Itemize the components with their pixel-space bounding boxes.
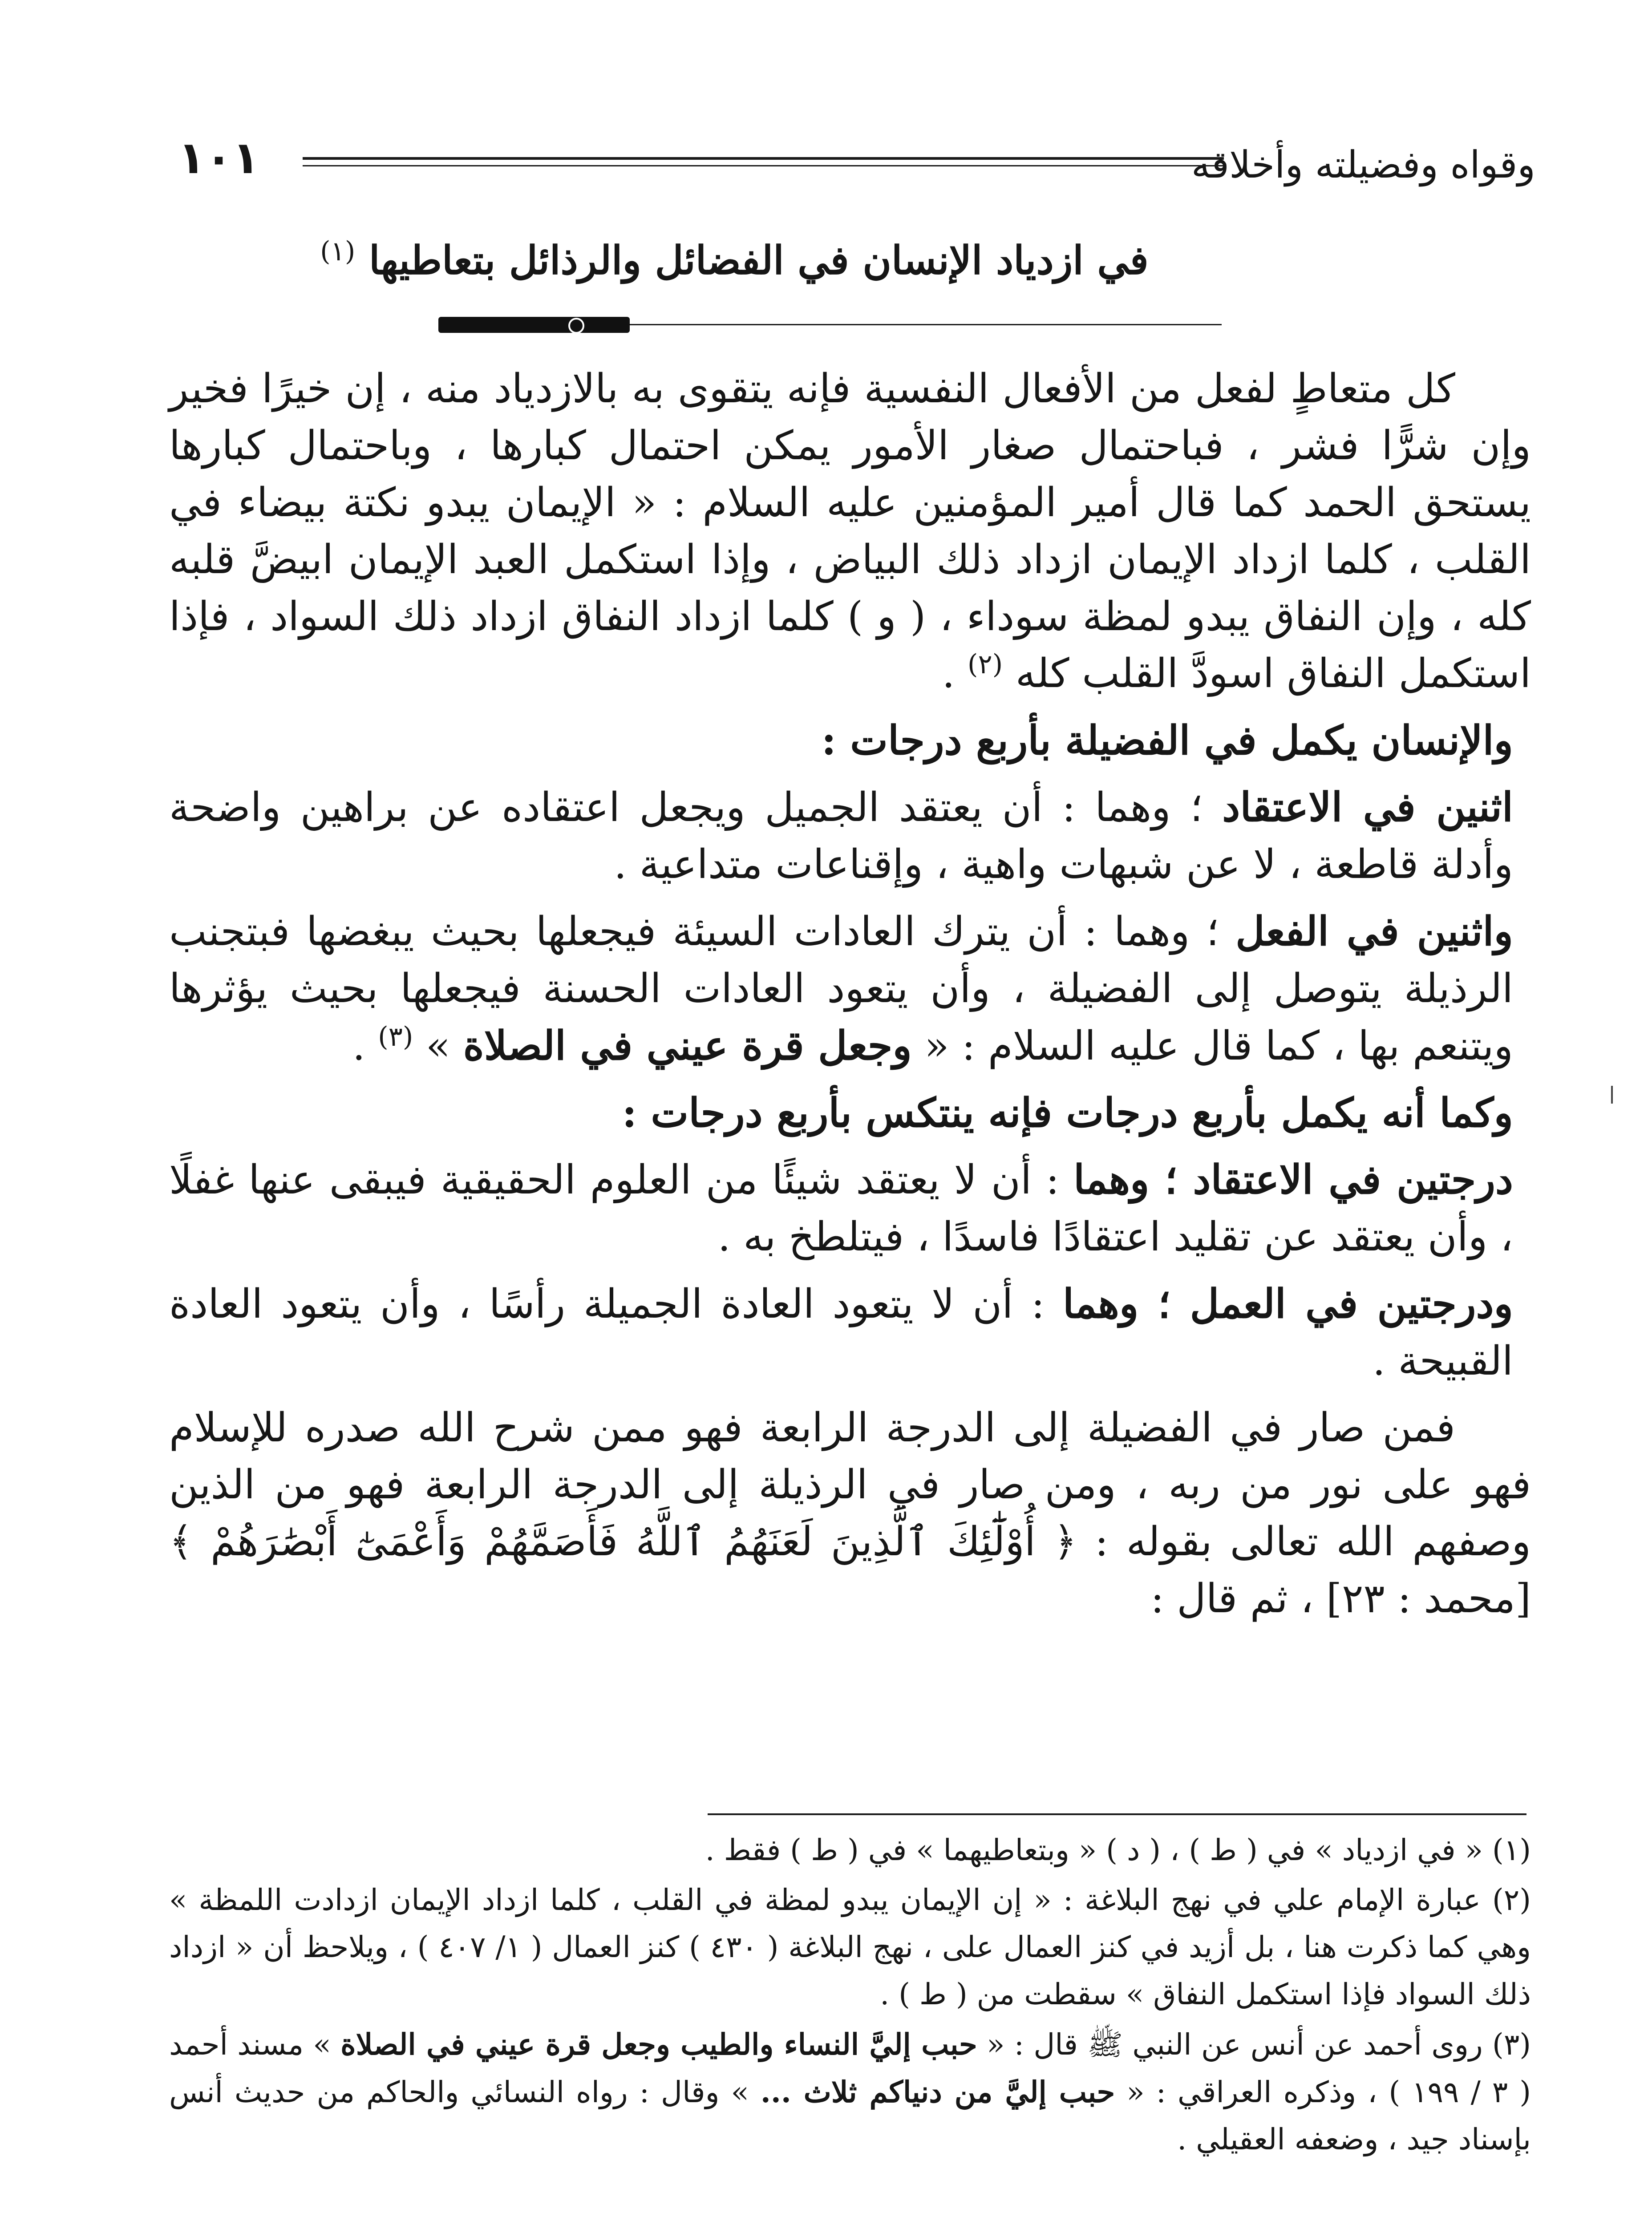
- term-bold: ودرجتين في العمل ؛ وهما: [1062, 1280, 1513, 1327]
- footnote-ref: (٢): [968, 649, 1003, 680]
- footnote: [169, 1877, 1531, 2018]
- subheading: [169, 1084, 1531, 1141]
- footnote-rule: [708, 1813, 1526, 1815]
- paragraph-text: كل متعاطٍ لفعل من الأفعال النفسية فإنه يتقوى به بالازدياد منه ، إن خيرًا فخير وإن شرًّا فشر ، فباحتمال صغار الأمور يمكن احتمال كبارها ، وباحتمال كبارها يستحق الحمد كما قال أمير المؤمنين عليه السلام : « الإيمان يبدو نكتة بيضاء في القلب ، كلما ازداد الإيمان ازداد ذلك البياض ، وإذا استكمل العبد الإيمان ابيضَّ قلبه كله ، وإن النفاق يبدو لمظة سوداء ، ( و ) كلما ازداد النفاق ازداد ذلك السواد ، فإذا استكمل النفاق اسودَّ القلب كله: [169, 365, 1531, 697]
- footnote-text: (٢) عبارة الإمام علي في نهج البلاغة : « إن الإيمان يبدو لمظة في القلب ، كلما ازداد الإيمان ازدادت اللمظة » وهي كما ذكرت هنا ، بل أزيد في كنز العمال على ، نهج البلاغة ( ٤٣٠ ) كنز العمال ( ١/ ٤٠٧ ) ، ويلاحظ أن « ازداد ذلك السواد فإذا استكمل النفاق » سقطت من ( ط ) .: [169, 1883, 1531, 2011]
- paragraph-end: .: [942, 650, 968, 697]
- footnote-text: » وقال : رواه النسائي والحاكم من حديث أنس بإسناد جيد ، وضعفه العقيلي .: [169, 2075, 1531, 2156]
- paragraph-text: ؛ وهما : أن يترك العادات السيئة فيجعلها بحيث يبغضها فبتجنب الرذيلة يتوصل إلى الفضيلة ، وأن يتعود العادات الحسنة فيجعلها بحيث يؤثرها ويتنعم بها ، كما قال عليه السلام : «: [169, 908, 1514, 1069]
- subheading-text: وكما أنه يكمل بأربع درجات فإنه ينتكس بأربع درجات :: [622, 1089, 1513, 1137]
- running-title: وقواه وفضيلته وأخلاقه: [1191, 143, 1535, 186]
- paragraph: [169, 1400, 1531, 1627]
- footnote-text: (١) « في ازدياد » في ( ط ) ، ( د ) « وبتعاطيهما » في ( ط ) فقط .: [705, 1833, 1531, 1867]
- paragraph: [169, 779, 1531, 893]
- paragraph-text: : أن لا يعتقد شيئًا من العلوم الحقيقية فيبقى عنها غفلًا ، وأن يعتقد عن تقليد اعتقادًا فاسدًا ، فيتلطخ به .: [169, 1157, 1513, 1260]
- paragraph: [169, 1151, 1531, 1266]
- ornament-dot: [568, 318, 584, 334]
- heading-ornament: [438, 312, 1222, 338]
- running-header: [160, 127, 1535, 198]
- hadith-bold: حبب إليَّ من دنياكم ثلاث ...: [760, 2075, 1115, 2109]
- footnote: [169, 2021, 1531, 2163]
- term-bold: اثنين في الاعتقاد: [1222, 784, 1513, 831]
- page-number: ١٠١: [178, 132, 260, 184]
- paragraph-text: : أن لا يتعود العادة الجميلة رأسًا ، وأن يتعود العادة القبيحة .: [169, 1281, 1513, 1384]
- paragraph: [169, 1275, 1531, 1390]
- subheading-text: والإنسان يكمل في الفضيلة بأربع درجات :: [821, 717, 1513, 764]
- subheading: [169, 712, 1531, 769]
- footnote-ref: (١): [320, 236, 356, 267]
- header-rule: [303, 157, 1224, 160]
- paragraph-text: فمن صار في الفضيلة إلى الدرجة الرابعة فهو ممن شرح الله صدره للإسلام فهو على نور من ربه ، ومن صار في الرذيلة إلى الدرجة الرابعة فهو من الذين وصفهم الله تعالى بقوله : ﴿ أُوْلَٰٓئِكَ ٱلَّذِينَ لَعَنَهُمُ ٱللَّهُ فَأَصَمَّهُمْ وَأَعْمَىٰٓ أَبْصَٰرَهُمْ ﴾ [محمد : ٢٣] ، ثم قال :: [169, 1404, 1531, 1622]
- footnote-text: » مسند أحمد ( ٣ / ١٩٩ ) ، وذكره العراقي : «: [169, 2027, 1531, 2109]
- ornament-bar: [438, 317, 630, 333]
- hadith-bold: حبب إليَّ النساء والطيب وجعل قرة عيني في الصلاة: [340, 2027, 977, 2062]
- paragraph-text: ؛ وهما : أن يعتقد الجميل ويجعل اعتقاده عن براهين واضحة وأدلة قاطعة ، لا عن شبهات واهية ، وإقناعات متداعية .: [169, 784, 1513, 888]
- footnote-ref: (٣): [378, 1021, 413, 1052]
- term-bold: درجتين في الاعتقاد ؛ وهما: [1073, 1156, 1513, 1203]
- header-rule-thin: [303, 165, 1224, 166]
- body-text: [169, 360, 1531, 1637]
- section-title: في ازدياد الإنسان في الفضائل والرذائل بتعاطيها: [368, 237, 1149, 283]
- paragraph: [169, 360, 1531, 702]
- section-heading: [267, 222, 1202, 289]
- term-bold: واثنين في الفعل: [1235, 908, 1513, 955]
- quote-close: »: [425, 1023, 463, 1069]
- footnotes: [169, 1827, 1531, 2166]
- footnote-text: (٣) روى أحمد عن أنس عن النبي ﷺ قال : «: [977, 2027, 1531, 2062]
- paragraph-end: .: [352, 1023, 378, 1069]
- footnote: [169, 1827, 1531, 1874]
- quote-bold: وجعل قرة عيني في الصلاة: [463, 1022, 912, 1069]
- paragraph: [169, 903, 1531, 1075]
- margin-mark: [1611, 1086, 1613, 1104]
